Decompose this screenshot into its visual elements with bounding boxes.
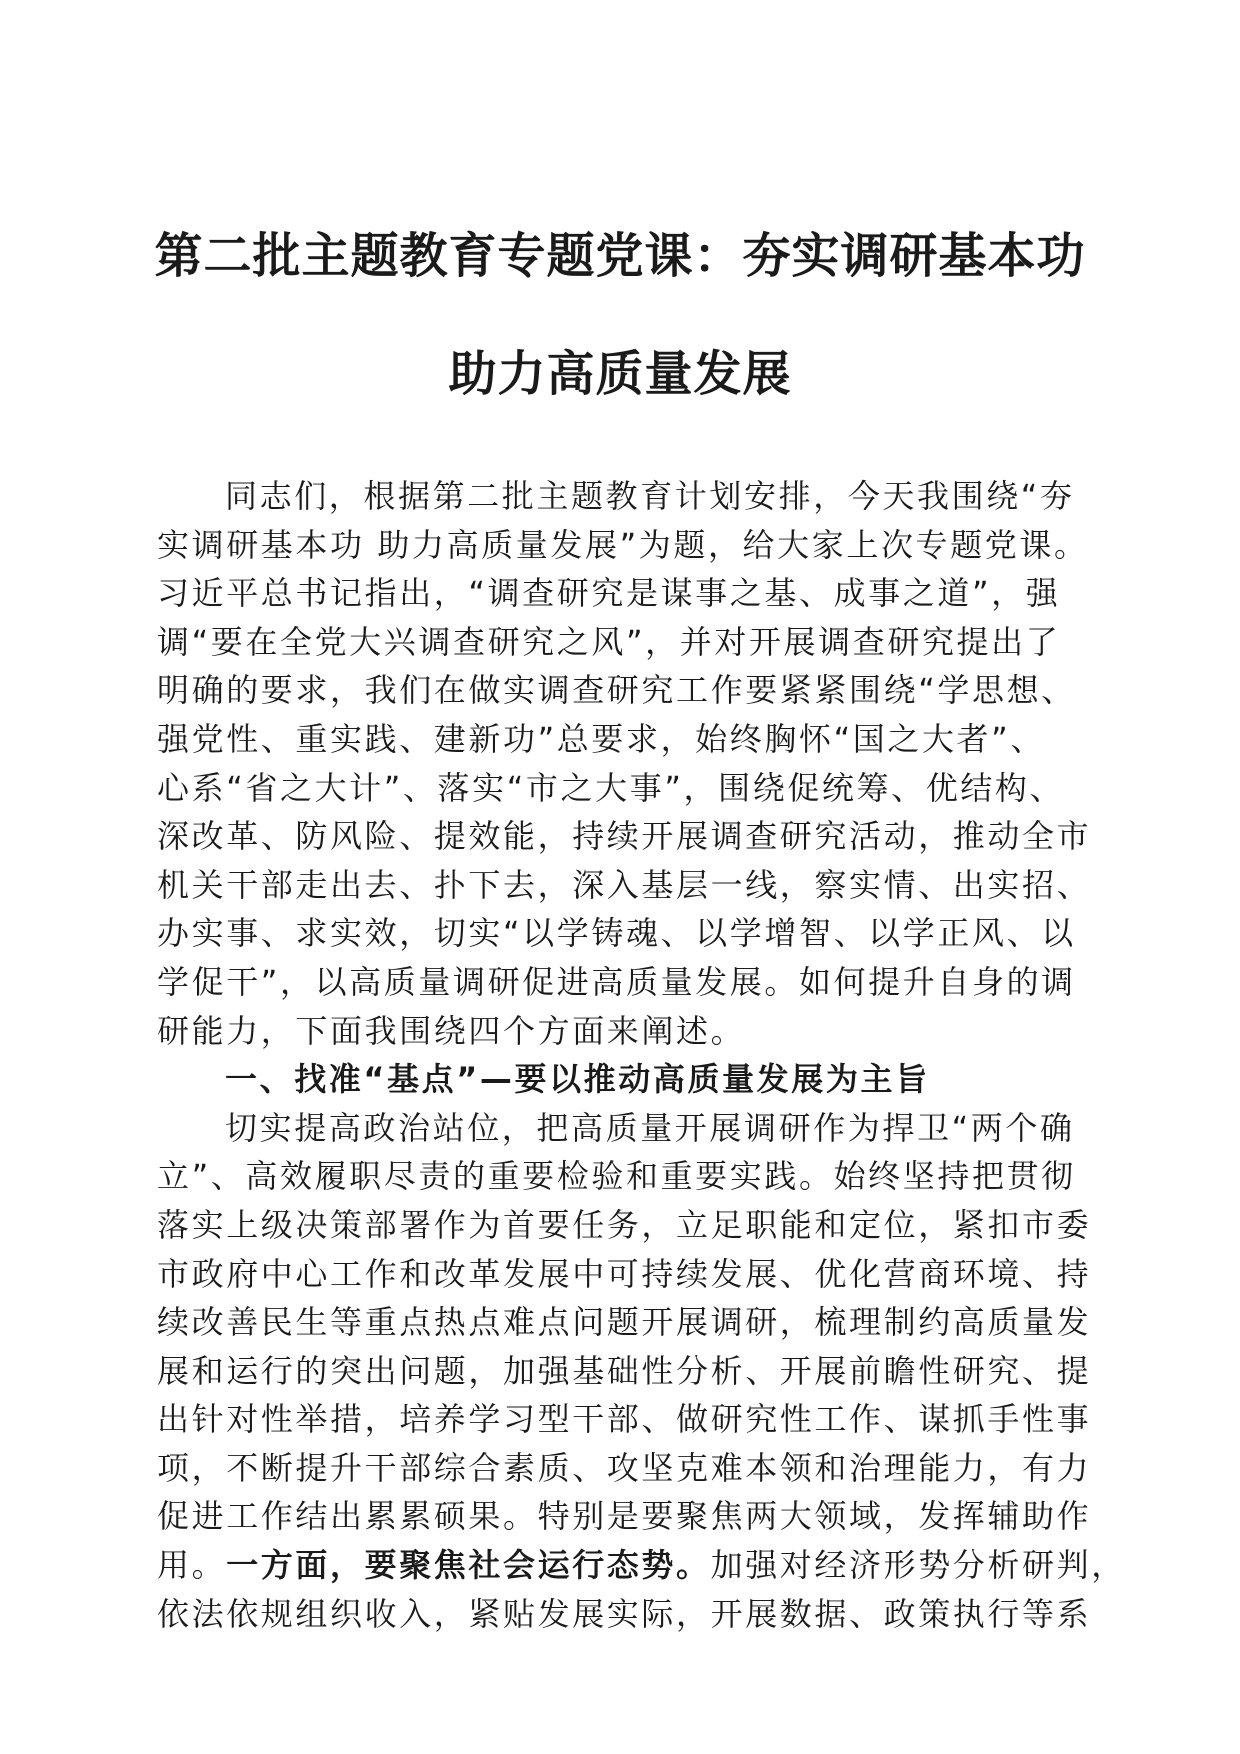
text-line: 同志们，根据第二批主题教育计划安排，今天我围绕“夯 <box>225 477 1075 515</box>
text-line: 机关干部走出去、扑下去，深入基层一线，察实情、出实招、 <box>157 865 1092 904</box>
text-line: 深改革、防风险、提效能，持续开展调查研究活动，推动全市 <box>157 817 1092 856</box>
text-line: 市政府中心工作和改革发展中可持续发展、优化营商环境、持 <box>157 1254 1092 1293</box>
text-line: 出针对性举措，培养学习型干部、做研究性工作、谋抓手性事 <box>157 1400 1092 1439</box>
text-line: 促进工作结出累累硕果。特别是要聚焦两大领域，发挥辅助作 <box>157 1497 1092 1536</box>
bold-emphasis: 一方面，要聚焦社会运行态势。 <box>226 1546 711 1585</box>
text-line: 切实提高政治站位，把高质量开展调研作为捍卫“两个确 <box>225 1108 1075 1147</box>
text-line: 展和运行的突出问题，加强基础性分析、开展前瞻性研究、提 <box>157 1351 1092 1390</box>
text-line: 学促干”，以高质量调研促进高质量发展。如何提升自身的调 <box>157 962 1076 1001</box>
text-run: 用。 <box>157 1546 227 1585</box>
text-line: 强党性、重实践、建新功”总要求，始终胸怀“国之大者”、 <box>157 719 1045 758</box>
text-line: 心系“省之大计”、落实“市之大事”，围绕促统筹、优结构、 <box>157 768 1065 807</box>
text-line: 项，不断提升干部综合素质、攻坚克难本领和治理能力，有力 <box>157 1448 1092 1487</box>
text-line: 落实上级决策部署作为首要任务，立足职能和定位，紧扣市委 <box>157 1205 1092 1244</box>
text-line-mixed <box>157 1541 1126 1590</box>
text-line: 调“要在全党大兴调查研究之风”，并对开展调查研究提出了 <box>157 622 1061 661</box>
section-heading-1: 一、找准“基点”—要以推动高质量发展为主旨 <box>225 1060 930 1099</box>
document-title-line-1: 第二批主题教育专题党课：夯实调研基本功 <box>154 228 1086 284</box>
text-run: 加强对经济形势分析研判， <box>710 1546 1126 1585</box>
text-line: 续改善民生等重点热点难点问题开展调研，梳理制约高质量发 <box>157 1303 1092 1342</box>
paragraph-intro <box>157 472 1092 1055</box>
text-line: 立”、高效履职尽责的重要检验和重要实践。始终坚持把贯彻 <box>157 1157 1076 1196</box>
paragraph-section-1 <box>157 1104 1126 1639</box>
document-body <box>157 472 1126 1638</box>
text-line: 明确的要求，我们在做实调查研究工作要紧紧围绕“学思想、 <box>157 671 1076 710</box>
text-line: 研能力，下面我围绕四个方面来阐述。 <box>157 1011 746 1050</box>
document-title-line-2: 助力高质量发展 <box>448 346 792 402</box>
text-line: 习近平总书记指出，“调查研究是谋事之基、成事之道”，强 <box>157 574 1061 613</box>
text-line: 依法依规组织收入，紧贴发展实际，开展数据、政策执行等系 <box>157 1594 1092 1633</box>
text-line: 实调研基本功 助力高质量发展”为题，给大家上次专题党课。 <box>157 525 1089 564</box>
text-line: 办实事、求实效，切实“以学铸魂、以学增智、以学正风、以 <box>157 914 1076 953</box>
